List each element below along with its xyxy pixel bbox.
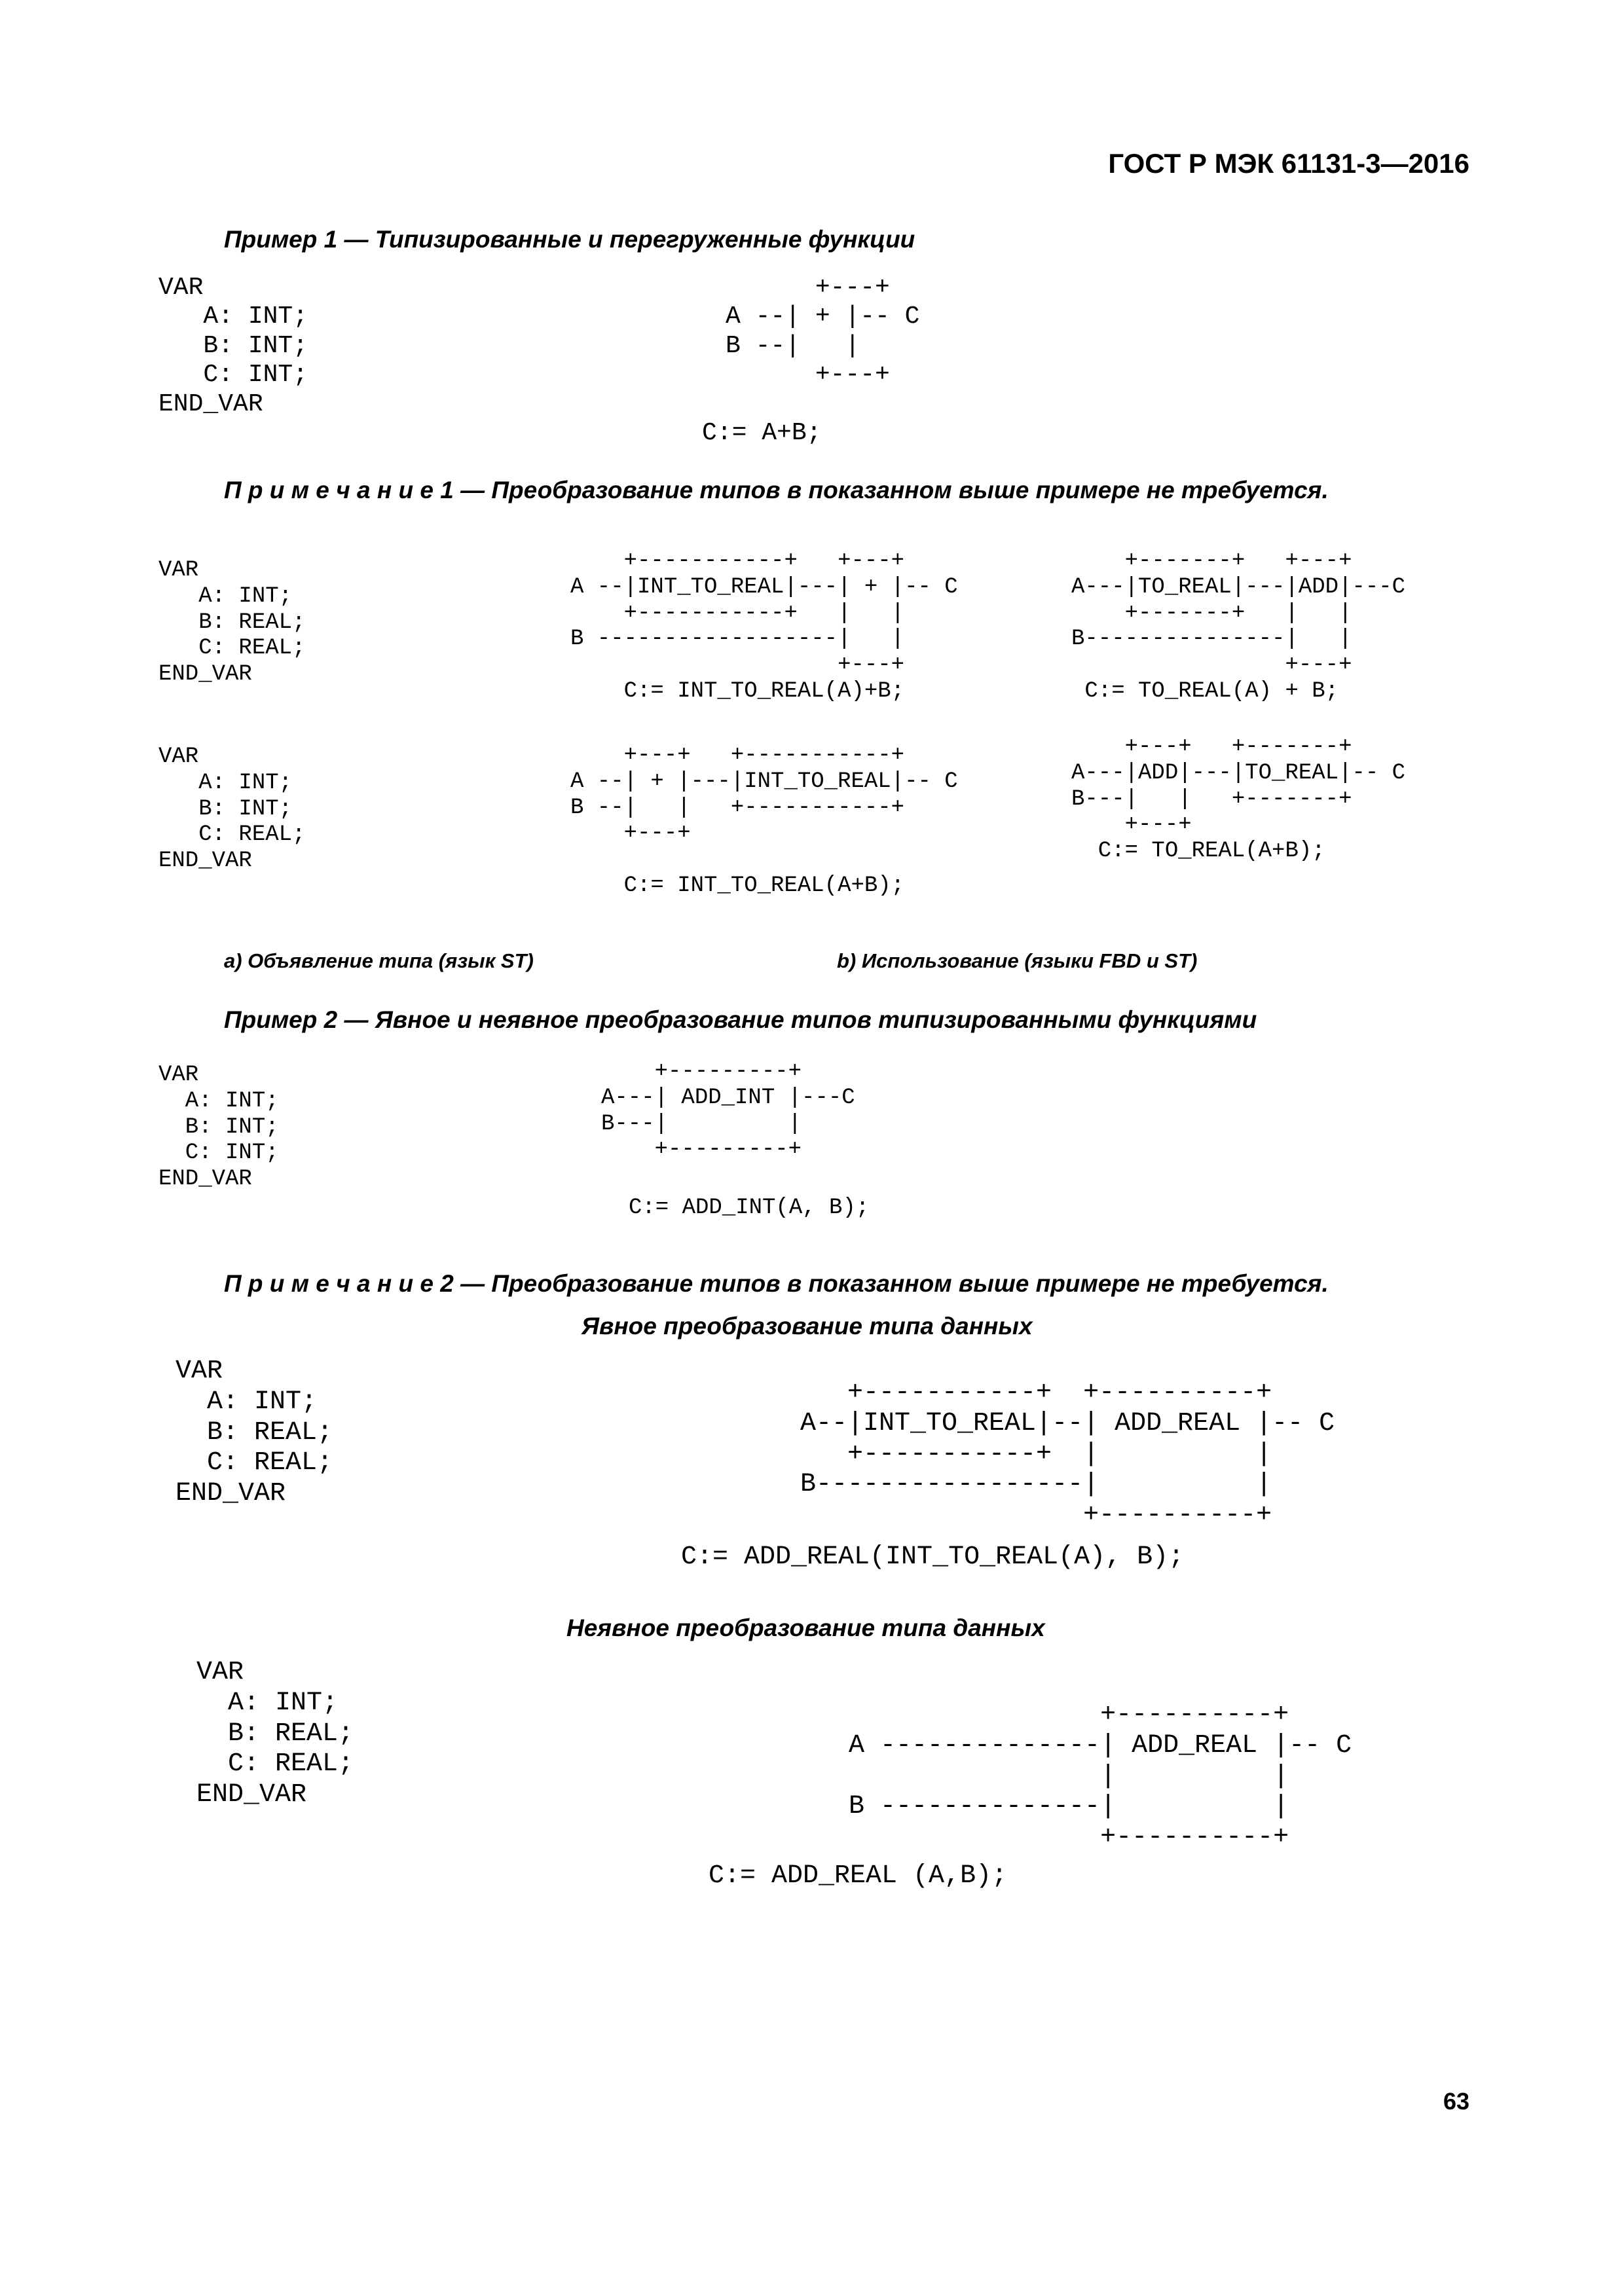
implicit-statement: C:= ADD_REAL (A,B); xyxy=(709,1861,1008,1891)
explicit-declaration: VAR A: INT; B: REAL; C: REAL; END_VAR xyxy=(175,1357,333,1509)
example1-declaration: VAR A: INT; B: INT; C: INT; END_VAR xyxy=(158,274,308,418)
example1-statement: C:= A+B; xyxy=(702,419,822,447)
example1-title: Пример 1 — Типизированные и перегруженные функции xyxy=(224,226,915,253)
table-row2-diagram-int-to-real: +---+ +-----------+ A --| + |---|INT_TO_REAL|-- C B --| | +-----------+ +---+ C:= INT_TO_REAL(A+B); xyxy=(570,743,958,898)
table-row2-declaration: VAR A: INT; B: INT; C: REAL; END_VAR xyxy=(158,744,306,874)
table-row1-diagram-int-to-real: +-----------+ +---+ A --|INT_TO_REAL|---| + |-- C +-----------+ | | B ------------------| | +---+ C:= INT_TO_REAL(A)+B; xyxy=(570,549,958,704)
example2-diagram: +---------+ A---| ADD_INT |---C B---| | +---------+ xyxy=(601,1059,855,1163)
caption-a: а) Объявление типа (язык ST) xyxy=(224,949,534,972)
note2: П р и м е ч а н и е 2 — Преобразование типов в показанном выше примере не требуется. xyxy=(224,1270,1329,1297)
example1-diagram: +---+ A --| + |-- C B --| | +---+ xyxy=(726,274,920,390)
explicit-statement: C:= ADD_REAL(INT_TO_REAL(A), B); xyxy=(681,1542,1185,1572)
explicit-title: Явное преобразование типа данных xyxy=(581,1313,1033,1339)
explicit-diagram: +-----------+ +----------+ A--|INT_TO_REAL|--| ADD_REAL |-- C +-----------+ | | B-----------------| | +----------+ xyxy=(800,1378,1335,1531)
implicit-title: Неявное преобразование типа данных xyxy=(566,1614,1045,1641)
implicit-diagram: +----------+ A --------------| ADD_REAL |-- C | | B --------------| | +----------+ xyxy=(849,1700,1352,1853)
table-row2-diagram-to-real: +---+ +-------+ A---|ADD|---|TO_REAL|-- C B---| | +-------+ +---+ C:= TO_REAL(A+B); xyxy=(1071,735,1406,864)
example2-statement: C:= ADD_INT(A, B); xyxy=(629,1195,870,1220)
example2-title: Пример 2 — Явное и неявное преобразование типов типизированными функциями xyxy=(224,1006,1257,1033)
caption-b: b) Использование (языки FBD и ST) xyxy=(837,949,1198,972)
example2-declaration: VAR A: INT; B: INT; C: INT; END_VAR xyxy=(158,1063,279,1192)
implicit-declaration: VAR A: INT; B: REAL; C: REAL; END_VAR xyxy=(196,1658,354,1810)
table-row1-declaration: VAR A: INT; B: REAL; C: REAL; END_VAR xyxy=(158,558,306,687)
note1: П р и м е ч а н и е 1 — Преобразование типов в показанном выше примере не требуется. xyxy=(224,477,1329,503)
page-number: 63 xyxy=(1443,2088,1469,2115)
document-header: ГОСТ Р МЭК 61131-3—2016 xyxy=(1108,148,1469,179)
table-row1-diagram-to-real: +-------+ +---+ A---|TO_REAL|---|ADD|---C +-------+ | | B---------------| | +---+ C:= TO_REAL(A) + B; xyxy=(1071,549,1406,704)
